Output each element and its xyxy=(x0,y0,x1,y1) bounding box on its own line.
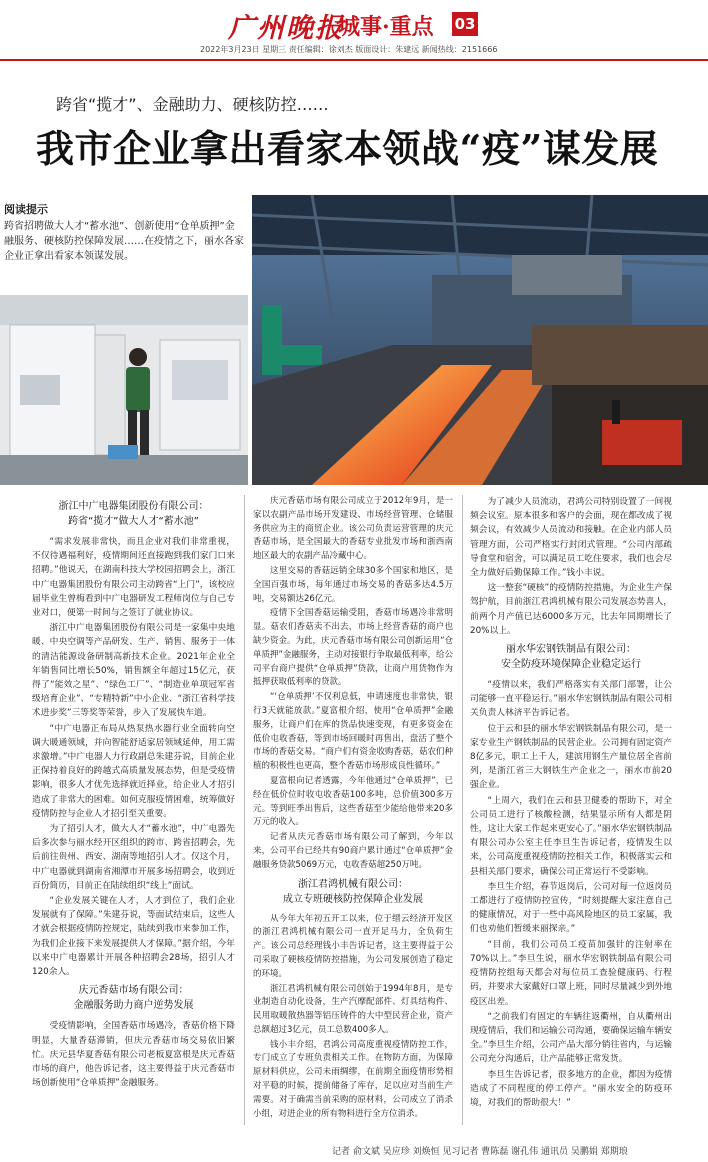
section-header xyxy=(470,642,672,672)
paragraph: 这里交易的香菇远销全球30多个国家和地区，是全国百强市场，每年通过市场交易的香菇多达4.5万吨，交易额达26亿元。 xyxy=(253,565,453,604)
column-divider xyxy=(462,495,463,1125)
steel-mill-illustration xyxy=(252,195,708,485)
company-name: 庆元香菇市场有限公司： xyxy=(78,985,189,997)
article-body xyxy=(0,495,708,1135)
paragraph: 位于云和县的丽水华宏钢铁制品有限公司，是一家专业生产钢铁制品的民营企业。公司拥有固定资产8亿多元，职工上千人，建滨用钢生产量位居全省前列，是浙江省三大钢铁生产企业之一，丽水市前20强企业。 xyxy=(470,723,672,791)
edition-meta: 2022年3月23日 星期三 责任编辑：徐刘杰 版面设计：朱建远 新闻热线：2151666 xyxy=(200,45,498,54)
column-2 xyxy=(253,495,453,1122)
paragraph: 浙江君鸿机械有限公司创始于1994年8月，是专业制造自动化设备，生产汽摩配部件、灯具结构件、民用取暖散热器等铝压铸件的大中型民营企业，资产总额超过3亿元，员工总数400多人。 xyxy=(253,983,453,1035)
paragraph: “疫情以来，我们严格落实有关部门部署，让公司能够一直平稳运行。”丽水华宏钢铁制品有限公司相关负责人林济平告诉记者。 xyxy=(470,680,672,719)
paragraph: 记者从庆元香菇市场有限公司了解到，今年以来，公司平台已经共有90商户累计通过“仓单质押”金融服务贷款5069万元，屯收香菇超250万吨。 xyxy=(253,832,453,870)
headline-subtitle: 跨省“揽才”、金融助力、硬核防控…… xyxy=(56,95,329,114)
section-name: 城事·重点 xyxy=(338,14,434,40)
column-3 xyxy=(470,495,672,1111)
paragraph: 李旦生告诉记者，很多地方的企业，都因为疫情造成了不同程度的停工停产。“丽水安全的防疫环境，对我们的帮助很大！” xyxy=(470,1069,672,1108)
section-headline: 安全防疫环境保障企业稳定运行 xyxy=(501,659,641,671)
section-header xyxy=(32,499,235,529)
factory-worker-illustration xyxy=(0,295,248,485)
section-header xyxy=(32,983,235,1013)
section-headline: 跨省“揽才”做大人才“蓄水池” xyxy=(68,516,199,527)
paragraph: “中广电器正布局从热泵热水器行业全面转向空调大暖通领域，并向智能舒适家居领域延伸，用工需求激增。”中广电器人力行政副总朱建芬说，目前企业正保持着良好的跨越式高质量发展态势，但是受疫情影响，很多人才优先选择就近择业，给企业人才招引造成了非常大的困难。如何克服疫情困难，统筹做好疫情防控与企业人才招引至关重要。 xyxy=(32,723,235,819)
paragraph: 疫情下全国香菇运输受阻，香菇市场遇冷非常明显。菇农们香菇卖不出去，市场上经营香菇的商户也缺少资金。为此，庆元香菇市场有限公司创新运用“仓单质押”金融服务，主动对接银行争取最低利率，给公司平台商户提供“仓单质押”贷款，让商户用货物作为抵押获取低利率的贷款。 xyxy=(253,608,453,688)
paragraph: 为了招引人才，做大人才“蓄水池”，中广电器先后多次参与丽水经开区组织的跨市、跨省招聘会，先后前往贵州、西安、湖南等地招引人才。仅这个月，中广电器就到湖南省湘潭市开展多场招聘会，收到近百份简历，目前正在陆续组织“线上”面试。 xyxy=(32,824,235,891)
paragraph: “‘仓单质押’不仅利息低，申请速度也非常快，银行3天就能放款。”夏富根介绍，使用“仓单质押”金融服务，让商户们在库的货品快速变现，有更多资金在低价屯收香菇，等到市场回暖时再售出，盘活了整个市场的香菇交易。“商户们有资金收购香菇，菇农们种植的积极性也更高，整个香菇市场形成良性循环。” xyxy=(253,692,453,772)
paragraph: 为了减少人员流动，君鸿公司特别设置了一间视频会议室。原本很多和客户的会面，现在都改成了视频会议，有效减少人员流动和接触。在企业内部人员管理方面，公司严格实行封闭式管理。“公司内部疏导食堂和宿舍，可以满足员工吃住要求，我们也会尽全力做好后勤保障工作。”钱小丰说。 xyxy=(470,497,672,579)
header-rule xyxy=(0,59,708,61)
company-name: 浙江中广电器集团股份有限公司： xyxy=(58,501,209,512)
section-headline: 金融服务助力商户逆势发展 xyxy=(73,1000,194,1012)
lead-text: 跨省招聘做大人才“蓄水池”、创新使用“仓单质押”金融服务、硬核防控保障发展……在疫情之下，丽水各家企业正拿出看家本领谋发展。 xyxy=(4,221,244,262)
section-headline: 成立专班硬核防控保障企业发展 xyxy=(283,893,423,905)
paragraph: 李旦生介绍，春节返岗后，公司对每一位返岗员工都进行了疫情防控宣传，“时刻提醒大家注意自己的健康情况，对于一些中高风险地区的员工家属，我们也劝他们暂缓来丽探亲。” xyxy=(470,881,672,935)
paragraph: 从今年大年初五开工以来，位于缙云经济开发区的浙江君鸿机械有限公司一直开足马力，全负荷生产。该公司总经理钱小丰告诉记者，这主要得益于公司采取了硬核疫情防控措施，为公司发展创造了稳定的环境。 xyxy=(253,913,453,979)
paragraph: 受疫情影响，全国香菇市场遇冷，香菇价格下降明显，大量香菇滞销，但庆元香菇市场交易依旧繁忙。庆元县华夏香菇有限公司老板夏富根是庆元香菇市场的商户，他告诉记者，这主要得益于庆元香菇市场创新使用“仓单质押”金融服务。 xyxy=(32,1021,235,1089)
section-header xyxy=(253,877,453,907)
lead-box xyxy=(0,195,248,295)
paragraph: “之前我们有固定的车辆往返衢州，自从衢州出现疫情后，我们和运输公司沟通，要确保运输车辆安全。”李旦生介绍，公司产品大部分销往省内，与运输公司充分沟通后，让产品能够正常发货。 xyxy=(470,1011,672,1065)
paragraph: “上周六，我们在云和县卫健委的帮助下，对全公司员工进行了核酸检测，结果显示所有人都是阴性，这让大家工作起来更安心了。”丽水华宏钢铁制品有限公司办公室主任李旦生告诉记者，疫情发生以来，公司高度重视疫情防控相关工作，积极落实云和县相关部门要求，确保公司正常运行不受影响。 xyxy=(470,795,672,877)
byline-bar xyxy=(0,1140,708,1158)
paragraph: 浙江中广电器集团股份有限公司是一家集中央地暖、中央空调等产品研发、生产、销售、服务于一体的清洁能源设备研制高新技术企业。2021年企业全年销售同比增长50%，销售额全年超过15亿元，获得了“能效之星”、“绿色工厂”、“制造业单项冠军省级培育企业”、“专精特新”中小企业、“浙江省科学技术进步奖”三等奖等荣誉，步入了发展快车道。 xyxy=(32,623,235,719)
paragraph: 这一整套“硬核”的疫情防控措施，为企业生产保驾护航，目前浙江君鸿机械有限公司发展态势喜人，前两个月产值已达6000多万元，比去年同期增长了20%以上。 xyxy=(470,583,672,636)
paragraph: “企业发展关键在人才，人才到位了，我们企业发展就有了保障。”朱建芬说，等面试结束后，这些人才就会根据疫情防控规定，陆续到我市来参加工作，为我们企业接下来发展提供人才保障。”据介绍，今年以来中广电器累计开展各种招聘会28场，招引人才120余人。 xyxy=(32,896,235,978)
byline: 记者 俞文斌 吴应珍 刘焕恒 见习记者 曹陈磊 谢孔伟 通讯员 吴鹏娟 郑期琅 xyxy=(332,1147,628,1157)
paragraph: “目前，我们公司员工疫苗加强针的注射率在70%以上。”李旦生说，丽水华宏钢铁制品有限公司疫情防控组每天都会对每位员工查验健康码、行程码，并要求大家戴好口罩上班，同时尽量减少到外地疫区出差。 xyxy=(470,939,672,1007)
company-name: 丽水华宏钢铁制品有限公司： xyxy=(506,644,636,656)
paragraph: 夏富根向记者透露，今年他通过“仓单质押”，已经在低价位时收屯收香菇100多吨，总价值300多万元。等到旺季出售后，这些香菇至少能给他带来20多万元的收入。 xyxy=(253,775,453,828)
lead-heading: 阅读提示 xyxy=(4,203,48,216)
column-divider xyxy=(244,495,245,1125)
page-number-badge: 03 xyxy=(452,12,478,36)
paragraph: 庆元香菇市场有限公司成立于2012年9月，是一家以农副产品市场开发建设、市场经营管理、仓储服务供应为主的商贸企业。该公司负责运营管理的庆元香菇市场，是全国最大的香菇专业批发市场和浙西南地区最大的农副产品冷藏中心。 xyxy=(253,496,453,562)
paragraph: 钱小丰介绍，君鸿公司高度重视疫情防控工作，专门成立了专班负责相关工作。在物防方面，为保障原材料供应，公司未雨绸缪，在前期全面疫情形势相对平稳的时候，提前储备了库存，足以应对当前生产需要。对于确需当前采购的原材料，公司成立了消杀小组，对进企业的所有物料进行全方位消杀。 xyxy=(253,1039,453,1119)
photo-factory-worker xyxy=(0,295,248,485)
headline-title: 我市企业拿出看家本领战“疫”谋发展 xyxy=(36,126,659,171)
photo-steel-mill xyxy=(252,195,708,485)
company-name: 浙江君鸿机械有限公司： xyxy=(298,878,408,890)
newspaper-logo: 广州晚报 xyxy=(228,13,344,44)
masthead xyxy=(0,0,708,62)
paragraph: “需求发展非常快，而且企业对我们非常重视，不仅待遇福利好，疫情期间还直接跑到我们家门口来招聘。”他说天，在湖南科技大学校园招聘会上，浙江中广电器集团股份有限公司主动跨省“上门”，该校应届毕业生曾梅看到中广电器研发工程师岗位与自己专业对口，便第一时间与之签订了就业协议。 xyxy=(32,537,235,619)
column-1 xyxy=(32,495,235,1091)
